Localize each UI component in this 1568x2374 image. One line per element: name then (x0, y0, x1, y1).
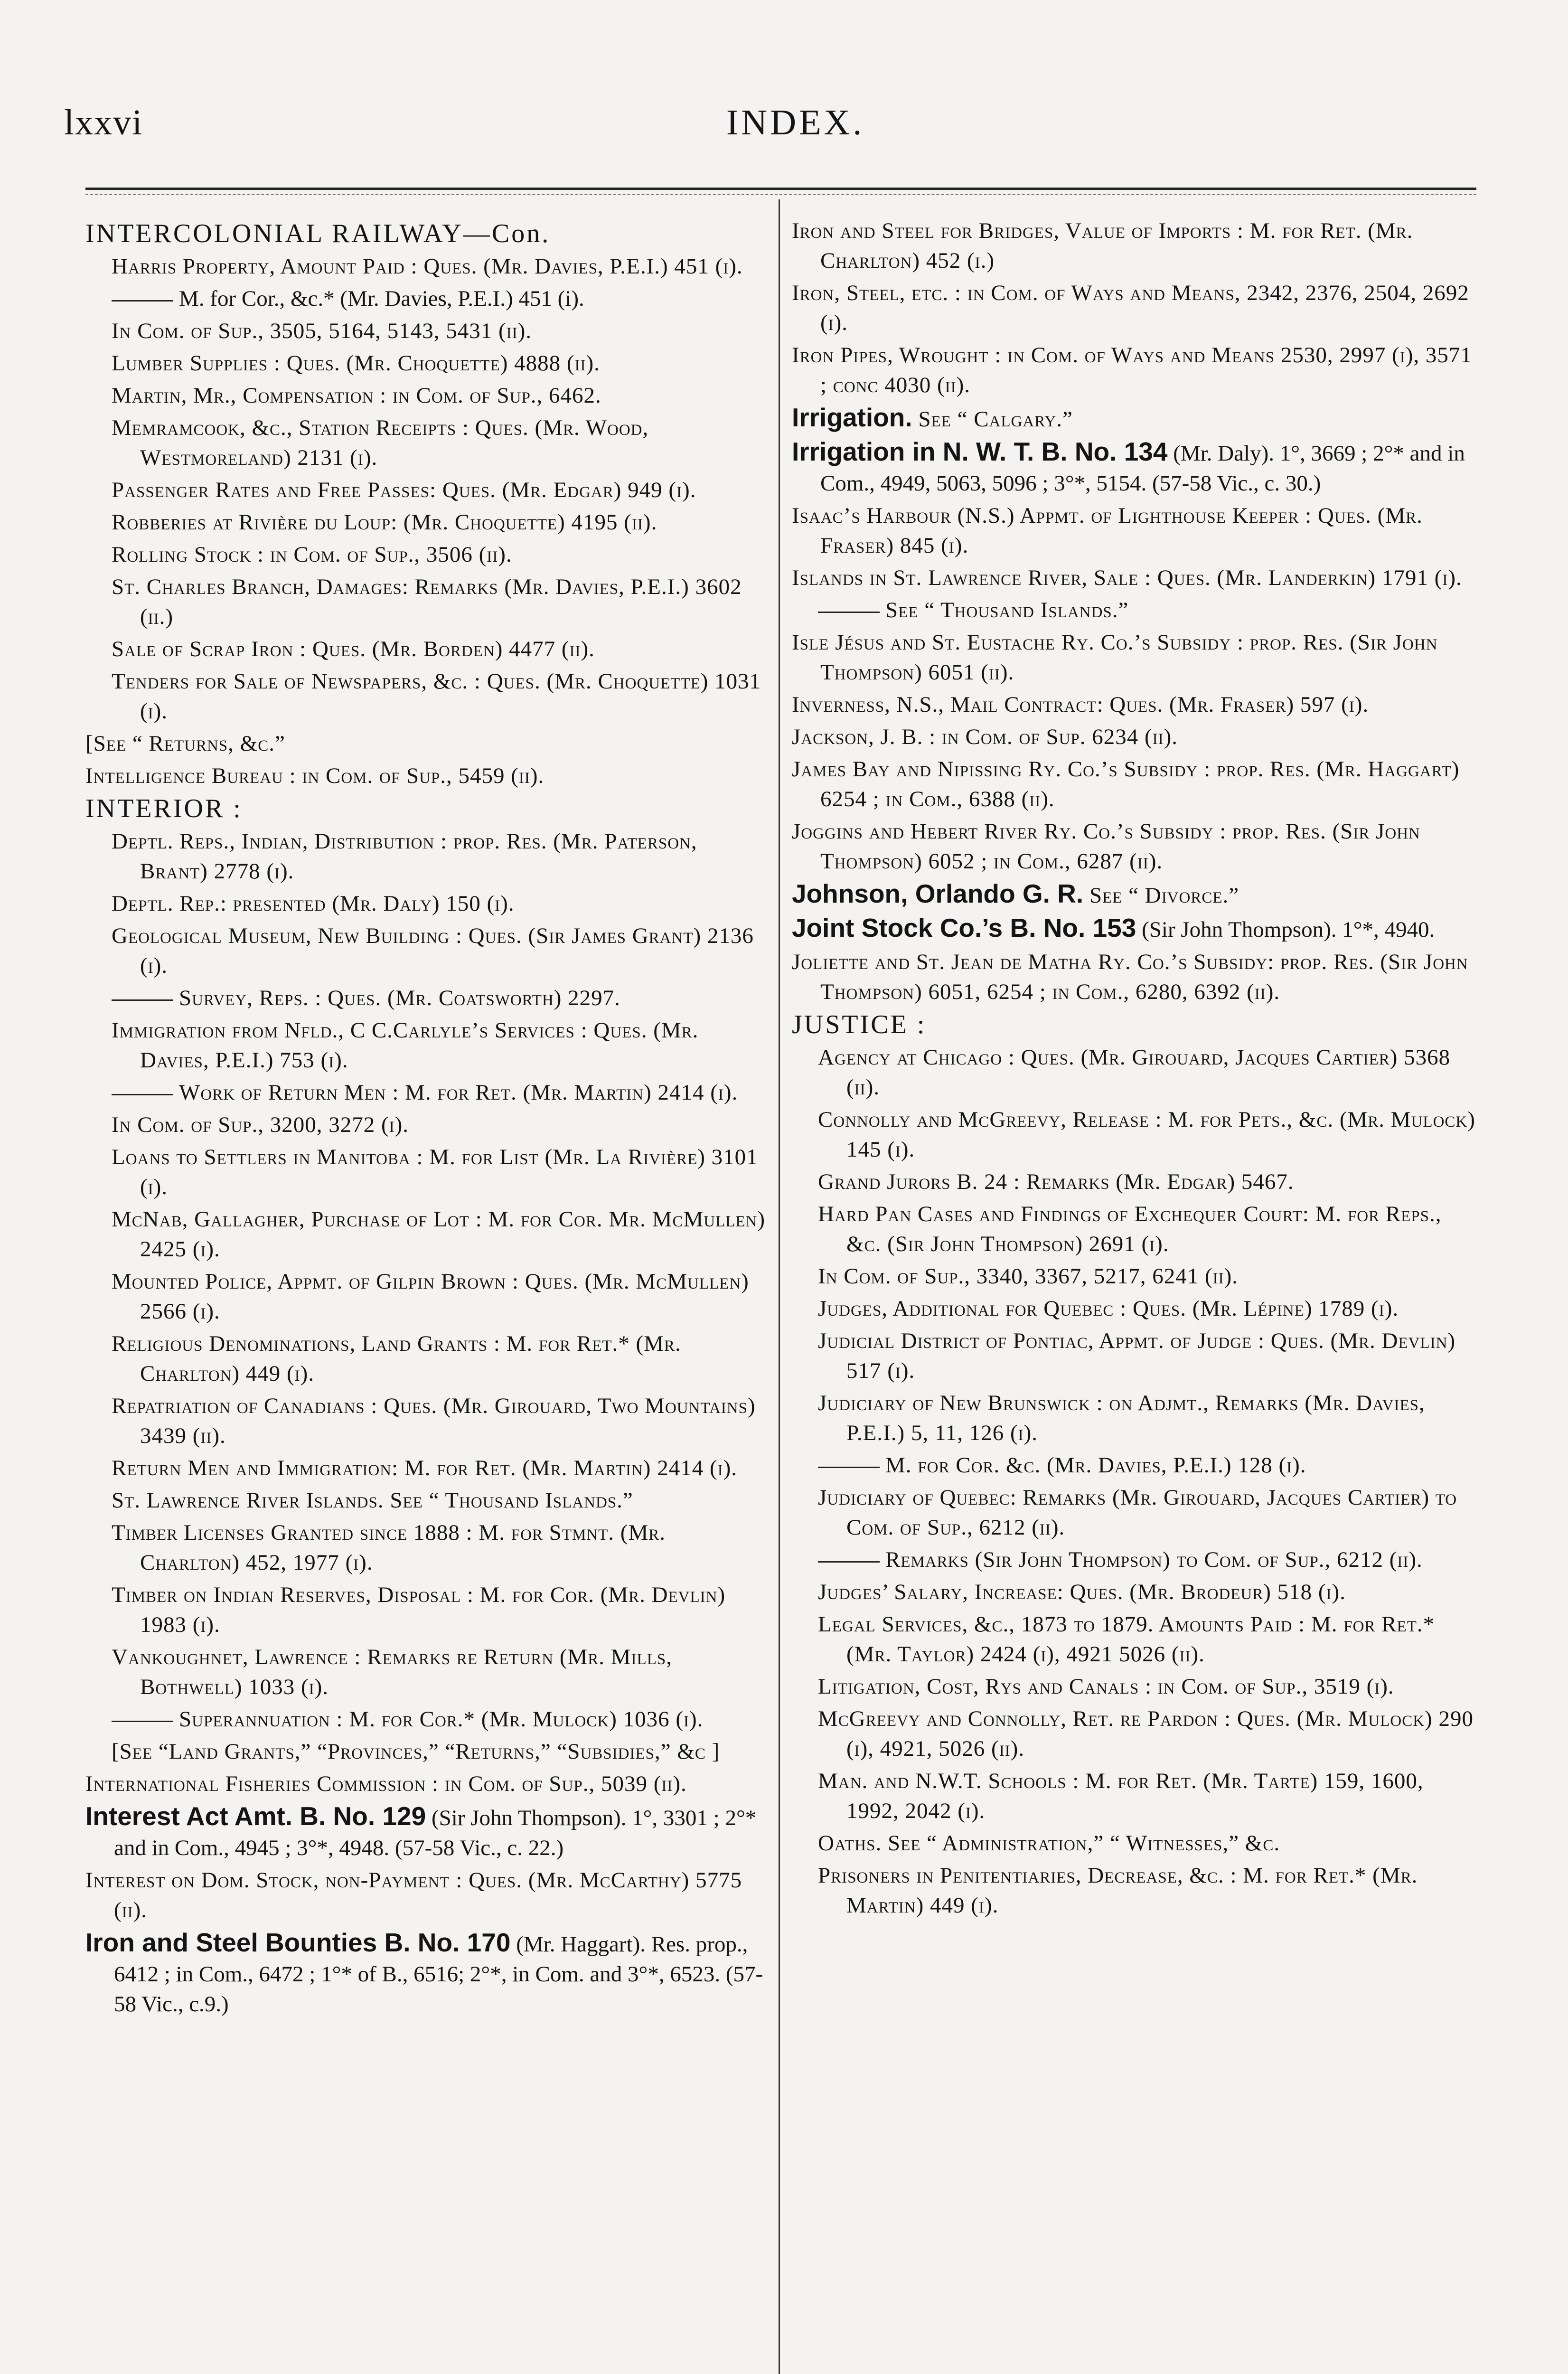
index-entry: Islands in St. Lawrence River, Sale : Ques. (Mr. Landerkin) 1791 (i). (792, 565, 1462, 590)
index-entry: Repatriation of Canadians : Ques. (Mr. Girouard, Two Mountains) 3439 (ii). (112, 1394, 756, 1448)
index-bill-entry: Johnson, Orlando G. R. See “ Divorce.” (792, 879, 1239, 908)
index-entry: Jackson, J. B. : in Com. of Sup. 6234 (ii). (792, 725, 1178, 749)
ditto-dash (112, 1094, 173, 1095)
index-entry: Robberies at Rivière du Loup: (Mr. Choquette) 4195 (ii). (112, 510, 657, 535)
index-entry: Loans to Settlers in Manitoba : M. for List (Mr. La Rivière) 3101 (i). (112, 1145, 758, 1199)
index-crossref: [See “ Returns, &c.” (85, 731, 285, 756)
index-heading: JUSTICE : (792, 1010, 927, 1039)
index-entry: In Com. of Sup., 3505, 5164, 5143, 5431 (ii). (112, 319, 532, 343)
header-rule-dashed (85, 194, 1476, 195)
index-entry: Remarks (Sir John Thompson) to Com. of Sup., 6212 (ii). (792, 1545, 1476, 1575)
index-entry: Joliette and St. Jean de Matha Ry. Co.’s Subsidy: prop. Res. (Sir John Thompson) 6051, 6254 ; in Com., 6280, 6392 (ii). (792, 950, 1468, 1004)
index-entry: Tenders for Sale of Newspapers, &c. : Ques. (Mr. Choquette) 1031 (i). (112, 669, 761, 724)
index-entry: Judges, Additional for Quebec : Ques. (Mr. Lépine) 1789 (i). (818, 1296, 1399, 1321)
index-entry: Judicial District of Pontiac, Appmt. of Judge : Ques. (Mr. Devlin) 517 (i). (818, 1328, 1456, 1383)
index-heading: INTERCOLONIAL RAILWAY—Con. (85, 219, 551, 248)
header-rule (85, 188, 1476, 190)
index-entry: Religious Denominations, Land Grants : M. for Ret.* (Mr. Charlton) 449 (i). (112, 1331, 681, 1386)
index-bill-entry: Irrigation in N. W. T. B. No. 134 (Mr. Daly). 1°, 3669 ; 2°* and in Com., 4949, 5063, 5096 ; 3°*, 5154. (57-58 Vic., c. 30.) (792, 437, 1465, 496)
index-entry: Deptl. Reps., Indian, Distribution : prop. Res. (Mr. Paterson, Brant) 2778 (i). (112, 829, 697, 884)
index-entry: Intelligence Bureau : in Com. of Sup., 5459 (ii). (85, 763, 545, 788)
index-entry: Timber on Indian Reserves, Disposal : M. for Cor. (Mr. Devlin) 1983 (i). (112, 1583, 726, 1637)
index-entry: Joggins and Hebert River Ry. Co.’s Subsidy : prop. Res. (Sir John Thompson) 6052 ; in Com., 6287 (ii). (792, 819, 1420, 874)
index-crossref: See “ Thousand Islands.” (792, 595, 1476, 625)
ditto-dash (112, 999, 173, 1001)
bill-title: Irrigation. (792, 403, 912, 432)
index-entry: Return Men and Immigration: M. for Ret. (Mr. Martin) 2414 (i). (112, 1456, 737, 1480)
index-entry: Inverness, N.S., Mail Contract: Ques. (Mr. Fraser) 597 (i). (792, 692, 1369, 717)
index-entry: Litigation, Cost, Rys and Canals : in Com. of Sup., 3519 (i). (818, 1674, 1394, 1699)
right-column (792, 216, 1476, 1923)
index-entry: International Fisheries Commission : in Com. of Sup., 5039 (ii). (85, 1771, 687, 1796)
index-entry: Judges’ Salary, Increase: Ques. (Mr. Brodeur) 518 (i). (818, 1580, 1346, 1604)
index-entry: M. for Cor. &c. (Mr. Davies, P.E.I.) 128 (i). (792, 1451, 1476, 1480)
index-entry: In Com. of Sup., 3340, 3367, 5217, 6241 (ii). (818, 1264, 1239, 1289)
page-number: lxxvi (64, 103, 143, 142)
bill-title: Joint Stock Co.’s B. No. 153 (792, 913, 1136, 942)
index-entry: Iron and Steel for Bridges, Value of Imports : M. for Ret. (Mr. Charlton) 452 (i.) (792, 218, 1413, 273)
index-entry: Timber Licenses Granted since 1888 : M. for Stmnt. (Mr. Charlton) 452, 1977 (i). (112, 1520, 666, 1575)
index-entry: In Com. of Sup., 3200, 3272 (i). (112, 1112, 409, 1137)
column-divider (779, 199, 780, 2374)
index-entry: Harris Property, Amount Paid : Ques. (Mr. Davies, P.E.I.) 451 (i). (112, 254, 743, 279)
index-bill-entry: Irrigation. See “ Calgary.” (792, 403, 1073, 432)
index-entry: M. for Cor., &c.* (Mr. Davies, P.E.I.) 451 (i). (85, 284, 769, 314)
index-entry: Superannuation : M. for Cor.* (Mr. Mulock) 1036 (i). (85, 1705, 769, 1734)
index-entry: Sale of Scrap Iron : Ques. (Mr. Borden) 4477 (ii). (112, 637, 595, 661)
index-heading: INTERIOR : (85, 794, 243, 823)
index-entry: Agency at Chicago : Ques. (Mr. Girouard, Jacques Cartier) 5368 (ii). (818, 1045, 1451, 1100)
index-entry: Memramcook, &c., Station Receipts : Ques. (Mr. Wood, Westmoreland) 2131 (i). (112, 415, 649, 470)
index-entry: Deptl. Rep.: presented (Mr. Daly) 150 (i). (112, 891, 515, 916)
index-entry: Connolly and McGreevy, Release : M. for Pets., &c. (Mr. Mulock) 145 (i). (818, 1107, 1475, 1162)
index-entry: Man. and N.W.T. Schools : M. for Ret. (Mr. Tarte) 159, 1600, 1992, 2042 (i). (818, 1769, 1424, 1823)
bill-title: Johnson, Orlando G. R. (792, 879, 1084, 908)
ditto-dash (818, 1561, 880, 1563)
index-bill-entry: Interest Act Amt. B. No. 129 (Sir John Thompson). 1°, 3301 ; 2°* and in Com., 4945 ; 3°*, 4948. (57-58 Vic., c. 22.) (85, 1801, 757, 1860)
index-entry: Grand Jurors B. 24 : Remarks (Mr. Edgar) 5467. (818, 1169, 1294, 1194)
index-entry: Lumber Supplies : Ques. (Mr. Choquette) 4888 (ii). (112, 351, 600, 376)
index-entry: James Bay and Nipissing Ry. Co.’s Subsidy : prop. Res. (Mr. Haggart) 6254 ; in Com., 6388 (ii). (792, 757, 1460, 811)
index-entry: St. Charles Branch, Damages: Remarks (Mr. Davies, P.E.I.) 3602 (ii.) (112, 575, 742, 629)
index-entry: Work of Return Men : M. for Ret. (Mr. Martin) 2414 (i). (85, 1078, 769, 1108)
bill-title: Interest Act Amt. B. No. 129 (85, 1801, 426, 1831)
ditto-dash (818, 612, 880, 613)
index-entry: Immigration from Nfld., C C.Carlyle’s Services : Ques. (Mr. Davies, P.E.I.) 753 (i). (112, 1018, 699, 1073)
index-crossref: Oaths. See “ Administration,” “ Witnesses,” &c. (818, 1831, 1280, 1856)
index-crossref: [See “Land Grants,” “Provinces,” “Returns,” “Subsidies,” &c ] (112, 1739, 720, 1764)
index-entry: Vankoughnet, Lawrence : Remarks re Return (Mr. Mills, Bothwell) 1033 (i). (112, 1645, 672, 1699)
index-entry: Martin, Mr., Compensation : in Com. of Sup., 6462. (112, 383, 601, 408)
index-entry: St. Lawrence River Islands. See “ Thousand Islands.” (112, 1488, 633, 1513)
bill-title: Irrigation in N. W. T. B. No. 134 (792, 437, 1168, 466)
index-entry: Iron Pipes, Wrought : in Com. of Ways and Means 2530, 2997 (i), 3571 ; conc 4030 (ii). (792, 343, 1472, 397)
index-entry: Judiciary of Quebec: Remarks (Mr. Girouard, Jacques Cartier) to Com. of Sup., 6212 (ii). (818, 1485, 1457, 1540)
index-entry: Isaac’s Harbour (N.S.) Appmt. of Lighthouse Keeper : Ques. (Mr. Fraser) 845 (i). (792, 503, 1423, 558)
index-bill-entry: Joint Stock Co.’s B. No. 153 (Sir John Thompson). 1°*, 4940. (792, 913, 1435, 942)
bill-title: Iron and Steel Bounties B. No. 170 (85, 1928, 511, 1957)
index-entry: McGreevy and Connolly, Ret. re Pardon : Ques. (Mr. Mulock) 290 (i), 4921, 5026 (ii). (818, 1706, 1474, 1761)
index-entry: Mounted Police, Appmt. of Gilpin Brown : Ques. (Mr. McMullen) 2566 (i). (112, 1269, 749, 1324)
index-entry: Passenger Rates and Free Passes: Ques. (Mr. Edgar) 949 (i). (112, 478, 696, 502)
index-entry: Rolling Stock : in Com. of Sup., 3506 (ii). (112, 542, 512, 567)
ditto-dash (112, 300, 173, 301)
index-bill-entry: Iron and Steel Bounties B. No. 170 (Mr. Haggart). Res. prop., 6412 ; in Com., 6472 ; 1°* of B., 6516; 2°*, in Com. and 3°*, 6523. (57-58 Vic., c.9.) (85, 1928, 763, 2016)
index-entry: McNab, Gallagher, Purchase of Lot : M. for Cor. Mr. McMullen) 2425 (i). (112, 1207, 766, 1262)
index-entry: Prisoners in Penitentiaries, Decrease, &c. : M. for Ret.* (Mr. Martin) 449 (i). (818, 1863, 1418, 1918)
ditto-dash (112, 1721, 173, 1722)
left-column (85, 216, 769, 2022)
page-title: INDEX. (726, 103, 865, 142)
ditto-dash (818, 1467, 880, 1468)
index-entry: Survey, Reps. : Ques. (Mr. Coatsworth) 2297. (85, 983, 769, 1013)
index-entry: Hard Pan Cases and Findings of Exchequer Court: M. for Reps., &c. (Sir John Thompson) 2691 (i). (818, 1202, 1442, 1256)
index-entry: Interest on Dom. Stock, non-Payment : Ques. (Mr. McCarthy) 5775 (ii). (85, 1868, 742, 1922)
index-entry: Iron, Steel, etc. : in Com. of Ways and Means, 2342, 2376, 2504, 2692 (i). (792, 281, 1469, 335)
index-entry: Judiciary of New Brunswick : on Adjmt., Remarks (Mr. Davies, P.E.I.) 5, 11, 126 (i). (818, 1391, 1425, 1445)
index-entry: Geological Museum, New Building : Ques. (Sir James Grant) 2136 (i). (112, 923, 754, 978)
index-entry: Legal Services, &c., 1873 to 1879. Amounts Paid : M. for Ret.* (Mr. Taylor) 2424 (i), 4921 5026 (ii). (818, 1612, 1435, 1667)
index-entry: Isle Jésus and St. Eustache Ry. Co.’s Subsidy : prop. Res. (Sir John Thompson) 6051 (ii). (792, 630, 1438, 685)
